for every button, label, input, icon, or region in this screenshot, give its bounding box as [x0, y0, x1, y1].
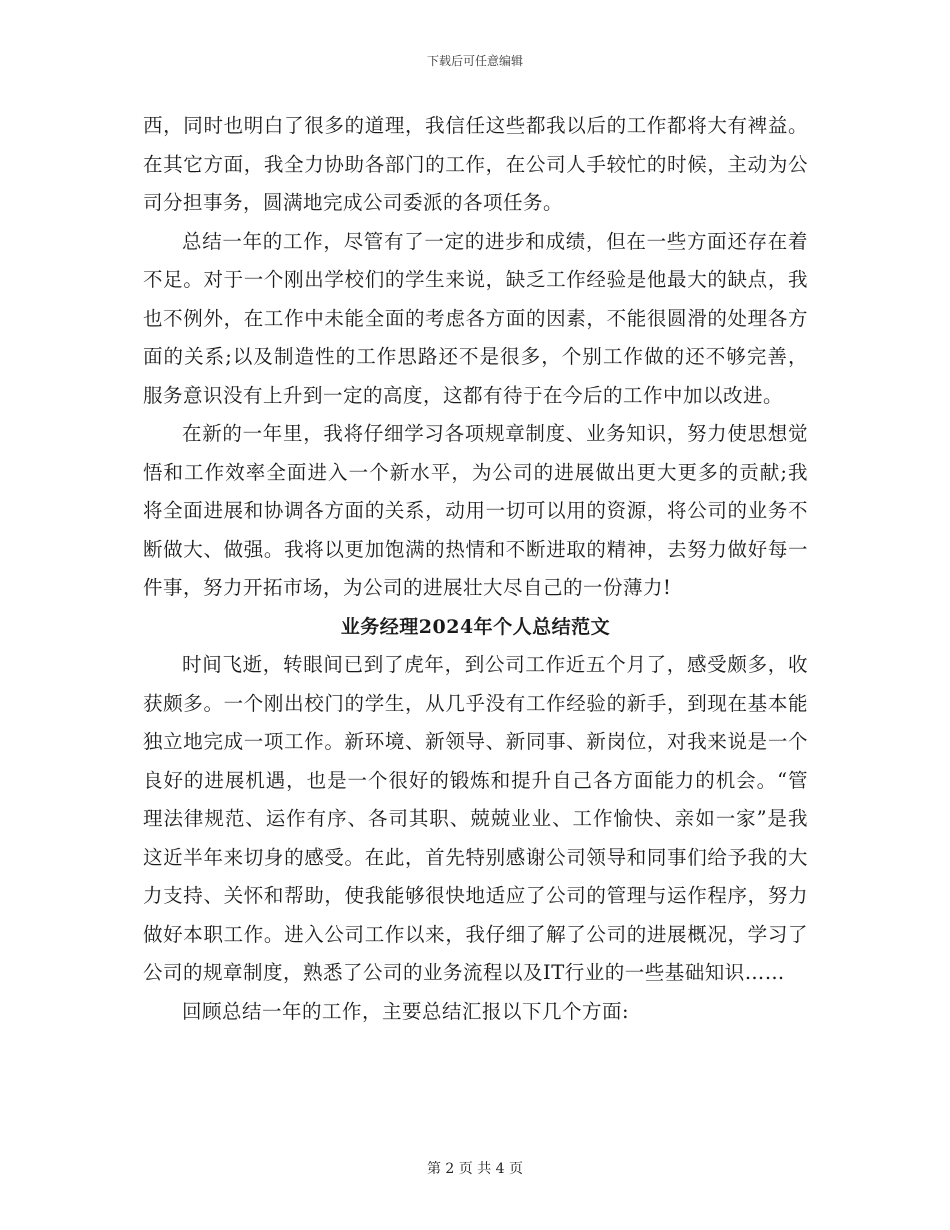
- document-body: [143, 107, 808, 1031]
- paragraph-summary-shortcomings: 总结一年的工作，尽管有了一定的进步和成绩，但在一些方面还存在着不足。对于一个刚出学校们的学生来说，缺乏工作经验是他最大的缺点，我也不例外，在工作中未能全面的考虑各方面的因素，不能很圆滑的处理各方面的关系;以及制造性的工作思路还不是很多，个别工作做的还不够完善，服务意识没有上升到一定的高度，这都有待于在今后的工作中加以改进。: [143, 229, 808, 407]
- paragraph-continuation: 西，同时也明白了很多的道理，我信任这些都我以后的工作都将大有裨益。在其它方面，我全力协助各部门的工作，在公司人手较忙的时候，主动为公司分担事务，圆满地完成公司委派的各项任务。: [143, 114, 808, 214]
- paragraph-intro: 时间飞逝，转眼间已到了虎年，到公司工作近五个月了，感受颇多，收获颇多。一个刚出校门的学生，从几乎没有工作经验的新手，到现在基本能独立地完成一项工作。新环境、新领导、新同事、新岗位，对我来说是一个良好的进展机遇，也是一个很好的锻炼和提升自己各方面能力的机会。“管理法律规范、运作有序、各司其职、兢兢业业、工作愉快、亲如一家”是我这近半年来切身的感受。在此，首先特别感谢公司领导和同事们给予我的大力支持、关怀和帮助，使我能够很快地适应了公司的管理与运作程序，努力做好本职工作。进入公司工作以来，我仔细了解了公司的进展概况，学习了公司的规章制度，熟悉了公司的业务流程以及IT行业的一些基础知识……: [143, 653, 808, 984]
- paragraph-review: 回顾总结一年的工作，主要总结汇报以下几个方面:: [182, 999, 630, 1023]
- paragraph-new-year-plan: 在新的一年里，我将仔细学习各项规章制度、业务知识，努力使思想觉悟和工作效率全面进入一个新水平，为公司的进展做出更大更多的贡献;我将全面进展和协调各方面的关系，动用一切可以用的资源，将公司的业务不断做大、做强。我将以更加饱满的热情和不断进取的精神，去努力做好每一件事，努力开拓市场，为公司的进展壮大尽自己的一份薄力!: [143, 422, 808, 599]
- page-footer: 第 2 页 共 4 页: [426, 1161, 524, 1177]
- section-title: 业务经理2024年个人总结范文: [340, 615, 611, 638]
- page-header: 下载后可任意编辑: [426, 54, 523, 68]
